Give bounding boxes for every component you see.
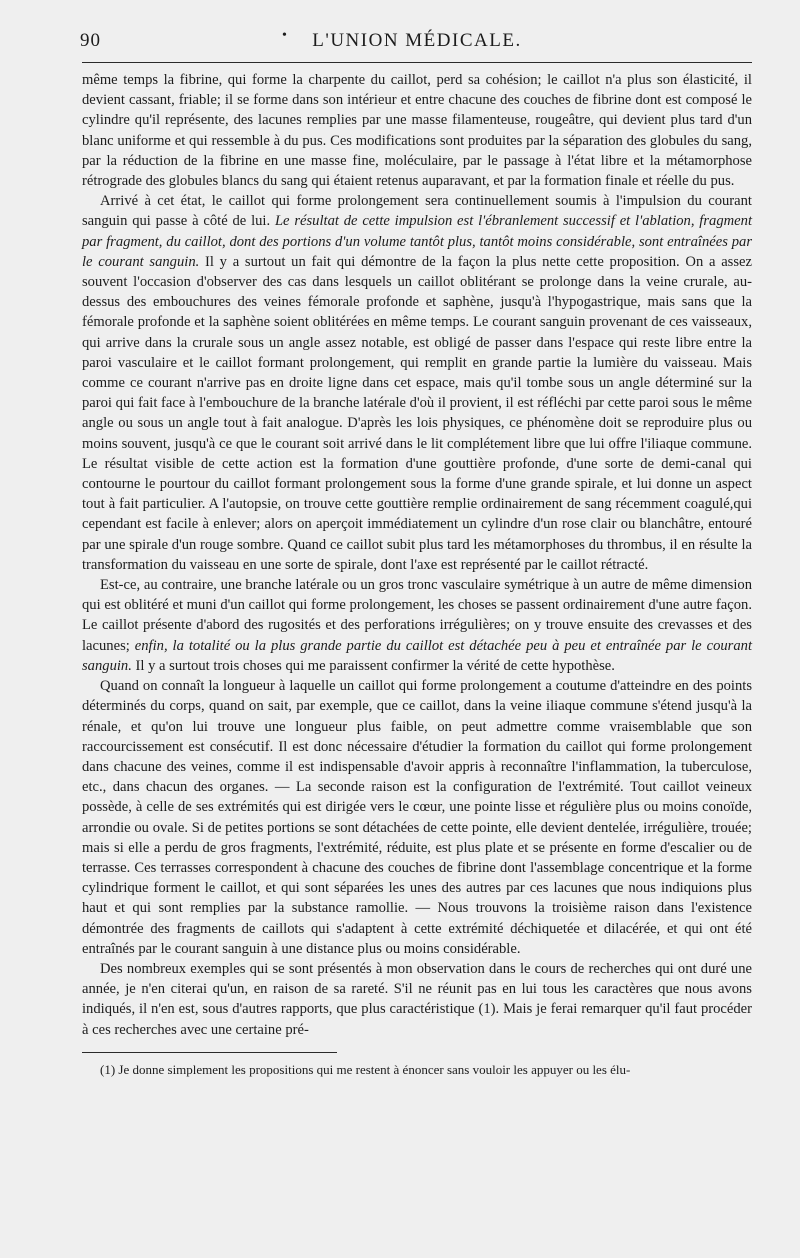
italic-text: enfin, la totalité ou la plus grande partie du caillot est détachée peu à peu et entraînée par le courant sanguin. xyxy=(82,637,752,674)
page-number: 90 xyxy=(80,30,101,51)
italic-text: Le résultat de cette impulsion est l'ébranlement successif et l'ablation, fragment par fragment, du caillot, dont des portions d'un volume tantôt plus, tantôt moins considérable, sont entraînées par le courant sanguin. xyxy=(82,213,753,270)
header-rule xyxy=(82,62,752,63)
paragraph-text: Arrivé à cet état, le caillot qui forme prolongement sera continuellement soumis à l'impulsion du courant sanguin qui passe à côté de lui. xyxy=(82,193,752,230)
footnote: (1) Je donne simplement les propositions qui me restent à énoncer sans vouloir les appuyer ou les élu- xyxy=(100,1061,631,1077)
paragraph xyxy=(82,676,752,959)
paragraph xyxy=(82,191,752,575)
header-mark: • xyxy=(282,28,287,43)
paragraph-text: Est-ce, au contraire, une branche latérale ou un gros tronc vasculaire symétrique à un autre de même dimension qui est oblitéré et muni d'un caillot qui forme prolongement, les choses se passent ordinairement d'une autre façon. Le caillot présente d'abord des rugosités et des perforations irrégulières; on y trouve ensuite des crevasses et des lacunes; xyxy=(82,577,752,654)
paragraph xyxy=(82,575,752,676)
paragraph-text: Quand on connaît la longueur à laquelle un caillot qui forme prolongement a coutume d'atteindre en des points déterminés du corps, quand on sait, par exemple, que ce caillot, dans la veine iliaque commune s'étend jusqu'à la rénale, et qu'on lui trouve une longueur plus faible, on peut admettre comme vraisemblable que son raccourcissement est consécutif. Il est donc nécessaire d'étudier la formation du caillot qui forme prolongement dans chacune des veines, comme il est indispensable d'avoir appris à reconnaître l'inflammation, la tuberculose, etc., dans chacun des organes. — La seconde raison est la configuration de l'extrémité. Tout caillot veineux possède, à celle de ses extrémités qui est dirigée vers le cœur, une pointe lisse et régulière plus ou moins conoïde, arrondie ou ovale. Si de petites portions se sont détachées de cette pointe, elle devient dentelée, irrégulière, trouée; mais si elle a perdu de gros fragments, l'extrémité, réduite, est plus plate et se présente en forme d'escalier ou de terrasse. Ces terrasses correspondent à chacune des couches de fibrine dont l'assemblage concentrique et la forme cylindrique forment le caillot, et qui sont séparées les unes des autres par ces lacunes que nous indiquions plus haut et qui sont remplies par la substance ramollie. — Nous trouvons la troisième raison dans l'existence démontrée des fragments de caillots qui s'adaptent à cette extrémité déchiquetée et dilacérée, et qui ont été entraînés par le courant sanguin à une distance plus ou moins considérable. xyxy=(82,678,752,957)
footnote-rule xyxy=(82,1052,337,1053)
paragraph-text: même temps la fibrine, qui forme la charpente du caillot, perd sa cohésion; le caillot n'a plus son élasticité, il devient cassant, friable; il se forme dans son intérieur et entre chacune des couches de fibrine dont est composé le cylindre qu'il représente, des lacunes remplies par une masse filamenteuse, rougeâtre, qui devient plus tard d'un blanc uniforme et qui ressemble à du pus. Ces modifications sont produites par la séparation des globules du sang, par la réduction de la fibrine en une masse fine, moléculaire, par le passage à l'état libre et la métamorphose rétrograde des globules blancs du sang qui étaient retenus auparavant, et par la formation finale et réelle du pus. xyxy=(82,72,752,190)
page-header xyxy=(82,0,752,58)
running-title: L'UNION MÉDICALE. xyxy=(312,30,522,51)
paragraph xyxy=(82,959,752,1040)
paragraph-text: Il y a surtout trois choses qui me paraissent confirmer la vérité de cette hypothèse. xyxy=(131,657,615,674)
paragraph-text: Il y a surtout un fait qui démontre de la façon la plus nette cette proposition. On a assez souvent l'occasion d'observer des cas dans lesquels un caillot oblitérant se prolonge dans la veine crurale, au-dessus des embouchures des veines fémorale profonde et saphène, jusqu'à l'hypogastrique, mais sans que la fémorale profonde et la saphène soient oblitérées en même temps. Le courant sanguin provenant de ces vaisseaux, qui arrive dans la crurale sous un angle assez notable, est obligé de passer dans l'espace qui reste libre entre la paroi vasculaire et le caillot formant prolongement, qui remplit en grande partie la lumière du vaisseau. Mais comme ce courant n'arrive pas en droite ligne dans cet espace, mais qu'il tombe sous un angle déterminé sur la paroi qui fait face à l'embouchure de la branche latérale d'où il provient, il est réfléchi par cette paroi sous le même angle ou sous un angle tout à fait analogue. D'après les lois physiques, ce phénomène doit se reproduire plus ou moins souvent, jusqu'à ce que le courant soit arrivé dans le lit complétement libre que lui offre l'iliaque commune. Le résultat visible de cette action est la formation d'une gouttière profonde, d'une sorte de demi-canal qui contourne le pourtour du caillot formant prolongement sous la forme d'une grande spirale, et lui donne un aspect tout à fait particulier. A l'autopsie, on trouve cette gouttière remplie ordinairement de sang récemment coagulé,qui cependant est facile à enlever; alors on aperçoit immédiatement un cylindre d'un rose clair ou blanchâtre, entouré par une spirale d'un rouge sombre. Quand ce caillot subit plus tard les métamorphoses du thrombus, il en résulte la transformation du vaisseau en une sorte de spirale, dont l'axe est représenté par le caillot rétracté. xyxy=(82,253,752,573)
body-text xyxy=(82,58,752,1040)
paragraph-text: Des nombreux exemples qui se sont présentés à mon observation dans le cours de recherches qui ont duré une année, je n'en citerai qu'un, en raison de sa rareté. S'il ne réunit pas en lui tous les caractères que nous avons indiqués, il n'en est, sous d'autres rapports, que plus caractéristique (1). Mais je ferai remarquer qu'il faut procéder à ces recherches avec une certaine pré- xyxy=(82,960,752,1038)
paragraph xyxy=(82,70,752,191)
